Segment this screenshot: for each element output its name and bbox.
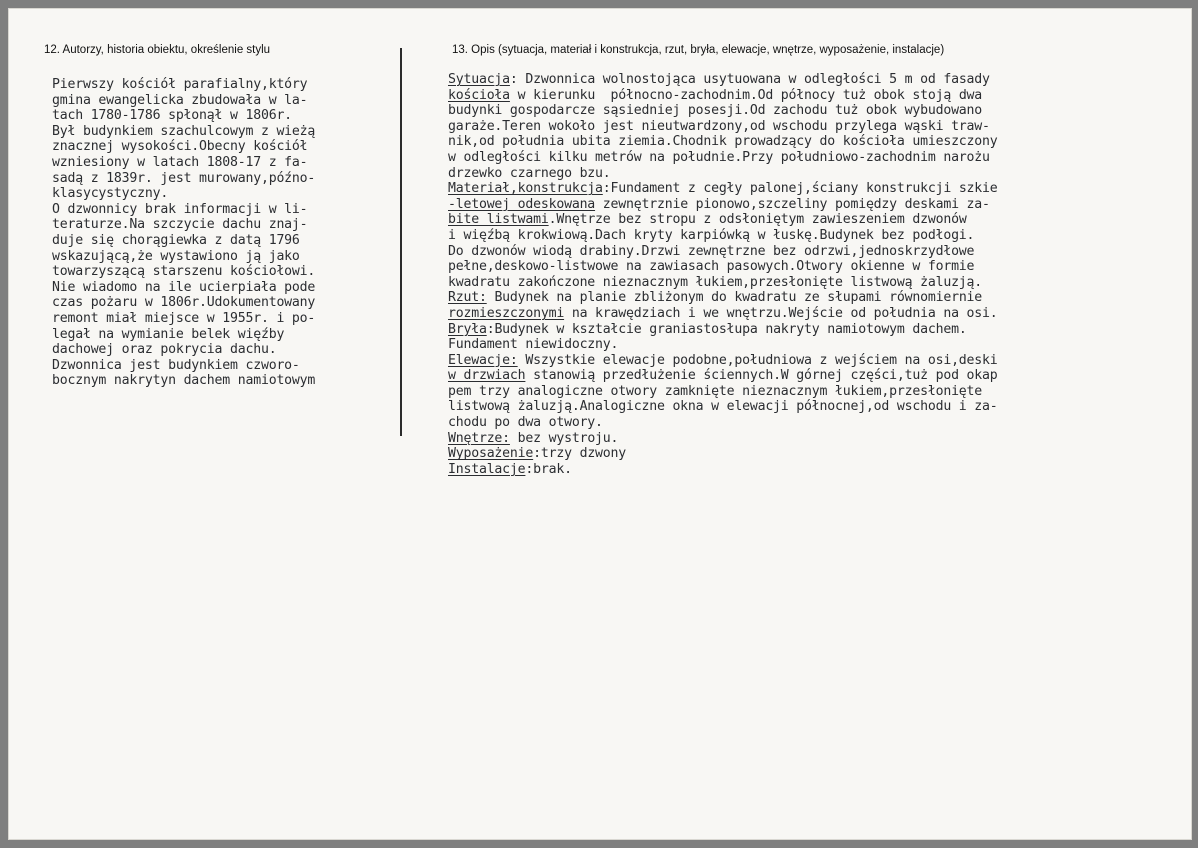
- description-line: [448, 446, 998, 462]
- description-line: [448, 384, 998, 400]
- history-line: Pierwszy kościół parafialny,który: [52, 77, 308, 92]
- description-text: [448, 72, 998, 477]
- underlined-heading: Wyposażenie: [448, 446, 534, 462]
- underlined-heading: rozmieszczonymi: [448, 305, 565, 321]
- line-text: stanowią przedłużenie ściennych.W górnej części,tuż pod okap: [525, 368, 998, 384]
- line-text: garaże.Teren wokoło jest nieutwardzony,od wschodu przylega wąski traw-: [448, 118, 990, 134]
- underlined-heading: Instalacje: [448, 461, 526, 477]
- history-line: czas pożaru w 1806r.Udokumentowany: [52, 295, 316, 311]
- underlined-heading: Materiał,konstrukcja: [448, 181, 603, 197]
- line-text: chodu po dwa otwory.: [448, 415, 603, 431]
- underlined-heading: Wnętrze:: [448, 430, 510, 446]
- underlined-heading: Bryła: [448, 321, 487, 337]
- history-line: teraturze.Na szczycie dachu znaj-: [52, 217, 308, 233]
- line-text: w kierunku północno-zachodnim.Od północy tuż obok stoją dwa: [509, 87, 983, 103]
- line-text: pem trzy analogiczne otwory zamknięte nieznacznym łukiem,przesłonięte: [448, 383, 983, 399]
- history-line: remont miał miejsce w 1955r. i po-: [52, 310, 316, 326]
- underlined-heading: Rzut:: [448, 290, 487, 306]
- description-line: [448, 415, 998, 431]
- history-line: tach 1780-1786 spłonął w 1806r.: [52, 108, 292, 124]
- description-line: [448, 337, 998, 353]
- document-page: [8, 8, 1192, 840]
- history-line: O dzwonnicy brak informacji w li-: [52, 201, 308, 217]
- description-line: [448, 103, 998, 119]
- line-text: Do dzwonów wiodą drabiny.Drzwi zewnętrzne bez odrzwi,jednoskrzydłowe: [448, 243, 975, 259]
- underlined-heading: bite listwami: [448, 212, 549, 228]
- underlined-heading: Elewacje:: [448, 352, 518, 368]
- line-text: listwową żaluzją.Analogiczne okna w elewacji północnej,od wschodu i za-: [448, 399, 998, 415]
- underlined-heading: w drzwiach: [448, 368, 526, 384]
- line-text: :Fundament z cegły palonej,ściany konstrukcji szkie: [602, 181, 998, 197]
- history-line: Był budynkiem szachulcowym z wieżą: [52, 123, 316, 139]
- history-line: bocznym nakrytyn dachem namiotowym: [52, 373, 316, 389]
- description-line: [448, 431, 998, 447]
- description-line: [448, 259, 998, 275]
- line-text: Fundament niewidoczny.: [448, 337, 619, 353]
- history-text: [52, 77, 315, 389]
- line-text: pełne,deskowo-listwowe na zawiasach pasowych.Otwory okienne w formie: [448, 259, 975, 275]
- line-text: i więźbą krokwiową.Dach kryty karpiówką w łuskę.Budynek bez podłogi.: [448, 227, 975, 243]
- description-line: [448, 275, 998, 291]
- history-line: klasycystyczny.: [52, 186, 169, 202]
- column-divider: [400, 48, 402, 436]
- line-text: :trzy dzwony: [533, 446, 627, 462]
- history-line: gmina ewangelicka zbudowała w la-: [52, 92, 308, 108]
- section-12-header: 12. Autorzy, historia obiektu, określenie stylu: [44, 44, 271, 56]
- underlined-heading: kościoła: [448, 87, 510, 103]
- line-text: :Budynek w kształcie graniastosłupa nakryty namiotowym dachem.: [486, 321, 967, 337]
- description-line: [448, 150, 998, 166]
- line-text: : Dzwonnica wolnostojąca usytuowana w odległości 5 m od fasady: [509, 72, 990, 87]
- underlined-heading: -letowej odeskowana: [448, 196, 596, 212]
- history-line: Nie wiadomo na ile ucierpiała pode: [52, 279, 316, 295]
- line-text: na krawędziach i we wnętrzu.Wejście od południa na osi.: [564, 305, 998, 321]
- history-line: Dzwonnica jest budynkiem czworo-: [52, 357, 300, 373]
- history-line: wzniesiony w latach 1808-17 z fa-: [52, 154, 308, 170]
- line-text: Budynek na planie zbliżonym do kwadratu ze słupami równomiernie: [486, 290, 983, 306]
- description-line: [448, 181, 998, 197]
- description-line: [448, 353, 998, 369]
- description-line: [448, 244, 998, 260]
- description-line: [448, 399, 998, 415]
- description-line: [448, 88, 998, 104]
- description-line: [448, 166, 998, 182]
- line-text: w odległości kilku metrów na południe.Przy południowo-zachodnim narożu: [448, 149, 990, 165]
- line-text: zewnętrznie pionowo,szczeliny pomiędzy deskami za-: [595, 196, 990, 212]
- history-line: wskazującą,że wystawiono ją jako: [52, 248, 300, 264]
- history-line: znacznej wysokości.Obecny kościół: [52, 139, 308, 155]
- description-line: [448, 72, 998, 88]
- history-line: legał na wymianie belek więźby: [52, 326, 285, 342]
- line-text: nik,od południa ubita ziemia.Chodnik prowadzący do kościoła umieszczony: [448, 134, 998, 150]
- line-text: drzewko czarnego bzu.: [448, 165, 611, 181]
- section-13-header: 13. Opis (sytuacja, materiał i konstrukcja, rzut, bryła, elewacje, wnętrze, wyposażenie, instalacje): [452, 44, 945, 56]
- description-line: [448, 134, 998, 150]
- description-line: [448, 290, 998, 306]
- line-text: bez wystroju.: [509, 430, 619, 446]
- description-line: [448, 368, 998, 384]
- line-text: kwadratu zakończone nieznacznym łukiem,przesłonięte listwową żaluzją.: [448, 274, 983, 290]
- underlined-heading: Sytuacja: [448, 72, 510, 87]
- description-line: [448, 322, 998, 338]
- description-line: [448, 228, 998, 244]
- description-line: [448, 197, 998, 213]
- line-text: :brak.: [525, 461, 572, 477]
- line-text: budynki gospodarcze sąsiedniej posesji.Od zachodu tuż obok wybudowano: [448, 103, 983, 119]
- history-line: sadą z 1839r. jest murowany,późno-: [52, 170, 316, 186]
- history-line: duje się chorągiewka z datą 1796: [52, 232, 300, 248]
- history-line: towarzyszącą starszenu kościołowi.: [52, 264, 316, 280]
- history-line: dachowej oraz pokrycia dachu.: [52, 342, 277, 358]
- line-text: .Wnętrze bez stropu z odsłoniętym zawieszeniem dzwonów: [548, 212, 967, 228]
- description-line: [448, 119, 998, 135]
- description-line: [448, 462, 998, 478]
- description-line: [448, 212, 998, 228]
- description-line: [448, 306, 998, 322]
- line-text: Wszystkie elewacje podobne,południowa z wejściem na osi,deski: [517, 352, 998, 368]
